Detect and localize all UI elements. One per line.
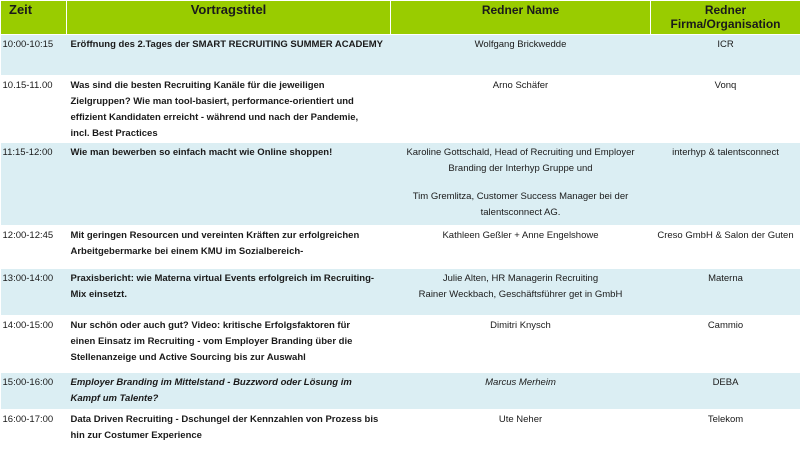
table-row	[1, 35, 800, 76]
cell-zeit: 12:00-12:45	[1, 226, 67, 269]
cell-titel: Eröffnung des 2.Tages der SMART RECRUITING SUMMER ACADEMY	[67, 35, 391, 76]
cell-firma: ICR	[651, 35, 800, 76]
cell-zeit: 15:00-16:00	[1, 373, 67, 410]
cell-redner: Julie Alten, HR Managerin Recruiting Rainer Weckbach, Geschäftsführer get in GmbH	[391, 269, 651, 316]
cell-firma: Telekom	[651, 410, 800, 453]
cell-zeit: 13:00-14:00	[1, 269, 67, 316]
cell-firma: Materna	[651, 269, 800, 316]
cell-redner: Wolfgang Brickwedde	[391, 35, 651, 76]
cell-firma: Creso GmbH & Salon der Guten	[651, 226, 800, 269]
cell-zeit: 10:00-10:15	[1, 35, 67, 76]
cell-zeit: 14:00-15:00	[1, 316, 67, 373]
cell-titel: Wie man bewerben so einfach macht wie Online shoppen!	[67, 143, 391, 226]
cell-redner: Karoline Gottschald, Head of Recruiting und Employer Branding der Interhyp Gruppe und Tim Gremlitza, Customer Success Manager bei der talentsconnect AG.	[391, 143, 651, 226]
table-row	[1, 143, 800, 226]
cell-firma: interhyp & talentsconnect	[651, 143, 800, 226]
cell-titel: Was sind die besten Recruiting Kanäle für die jeweiligen Zielgruppen? Wie man tool-basiert, performance-orientiert und effizient Kandidaten erreicht - während und nach der Pandemie, incl. Best Practices	[67, 76, 391, 143]
header-redner-name: Redner Name	[391, 1, 651, 35]
table-row	[1, 76, 800, 143]
cell-redner: Arno Schäfer	[391, 76, 651, 143]
table-row	[1, 373, 800, 410]
cell-redner: Ute Neher	[391, 410, 651, 453]
cell-zeit: 11:15-12:00	[1, 143, 67, 226]
cell-zeit: 10.15-11.00	[1, 76, 67, 143]
cell-titel: Data Driven Recruiting - Dschungel der Kennzahlen von Prozess bis hin zur Costumer Experience	[67, 410, 391, 453]
cell-firma: Vonq	[651, 76, 800, 143]
table-row	[1, 269, 800, 316]
cell-titel: Employer Branding im Mittelstand - Buzzword oder Lösung im Kampf um Talente?	[67, 373, 391, 410]
cell-titel: Mit geringen Resourcen und vereinten Kräften zur erfolgreichen Arbeitgebermarke bei einem KMU im Sozialbereich-	[67, 226, 391, 269]
table-row	[1, 226, 800, 269]
cell-titel: Nur schön oder auch gut? Video: kritische Erfolgsfaktoren für einen Einsatz im Recruiting - vom Employer Branding über die Stellenanzeige und Active Sourcing bis zur Auswahl	[67, 316, 391, 373]
header-zeit: Zeit	[1, 1, 67, 35]
cell-titel: Praxisbericht: wie Materna virtual Events erfolgreich im Recruiting- Mix einsetzt.	[67, 269, 391, 316]
cell-firma: DEBA	[651, 373, 800, 410]
table-row	[1, 410, 800, 453]
cell-redner: Kathleen Geßler + Anne Engelshowe	[391, 226, 651, 269]
cell-redner: Marcus Merheim	[391, 373, 651, 410]
cell-firma: Cammio	[651, 316, 800, 373]
header-row	[1, 1, 800, 35]
cell-zeit: 16:00-17:00	[1, 410, 67, 453]
cell-redner: Dimitri Knysch	[391, 316, 651, 373]
header-firma: Redner Firma/Organisation	[651, 1, 800, 35]
table-row	[1, 316, 800, 373]
header-vortragstitel: Vortragstitel	[67, 1, 391, 35]
